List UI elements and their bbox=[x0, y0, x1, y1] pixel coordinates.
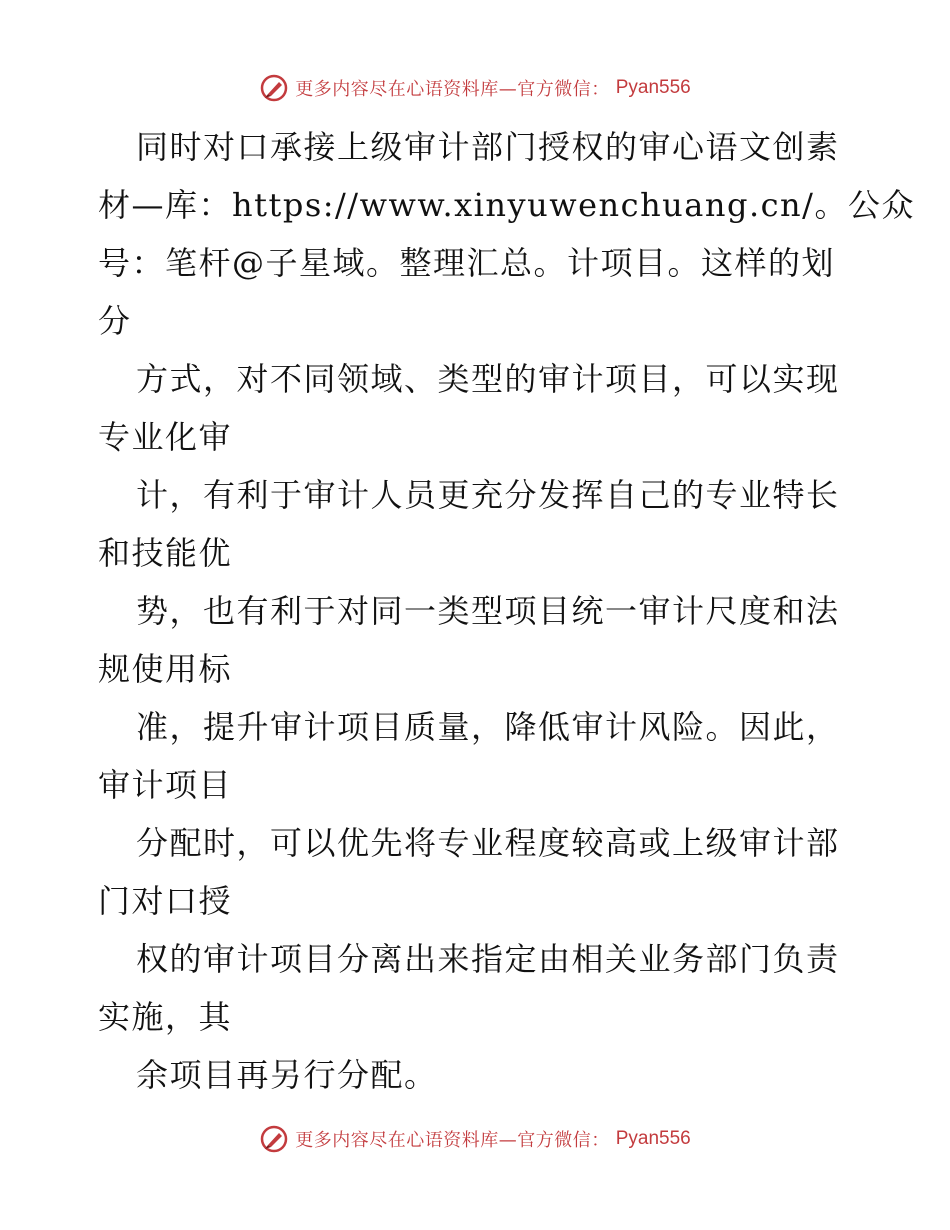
text-line: 分配时，可以优先将专业程度较高或上级审计部 bbox=[136, 824, 840, 862]
text-line: 方式，对不同领域、类型的审计项目，可以实现 bbox=[136, 360, 840, 398]
text-line: 规使用标 bbox=[98, 650, 233, 688]
text-line: 权的审计项目分离出来指定由相关业务部门负责 bbox=[136, 940, 840, 978]
text-line: 和技能优 bbox=[98, 534, 233, 572]
header-watermark bbox=[0, 73, 950, 103]
text-line: 势，也有利于对同一类型项目统一审计尺度和法 bbox=[136, 592, 840, 630]
text-line: 门对口授 bbox=[98, 882, 233, 920]
text-line: 分 bbox=[98, 302, 132, 340]
text-line: 材—库：https://www.xinyuwenchuang.cn/。公众 bbox=[98, 186, 915, 224]
pen-logo-icon bbox=[259, 1124, 289, 1154]
document-body bbox=[98, 118, 915, 1104]
text-line: 审计项目 bbox=[98, 766, 233, 804]
text-line: 实施，其 bbox=[98, 998, 233, 1036]
pen-logo-icon bbox=[259, 73, 289, 103]
text-line: 计，有利于审计人员更充分发挥自己的专业特长 bbox=[136, 476, 840, 514]
text-line: 专业化审 bbox=[98, 418, 233, 456]
text-line: 同时对口承接上级审计部门授权的审心语文创素 bbox=[136, 128, 840, 166]
text-line: 准，提升审计项目质量，降低审计风险。因此， bbox=[136, 708, 840, 746]
footer-watermark bbox=[0, 1124, 950, 1154]
watermark-wechat-id: Pyan556 bbox=[615, 77, 691, 98]
watermark-text: 更多内容尽在心语资料库—官方微信： bbox=[295, 1130, 610, 1151]
text-line: 余项目再另行分配。 bbox=[136, 1056, 438, 1094]
watermark-text: 更多内容尽在心语资料库—官方微信： bbox=[295, 79, 610, 100]
text-line: 号：笔杆@子星域。整理汇总。计项目。这样的划 bbox=[98, 244, 836, 282]
watermark-wechat-id: Pyan556 bbox=[615, 1128, 691, 1149]
